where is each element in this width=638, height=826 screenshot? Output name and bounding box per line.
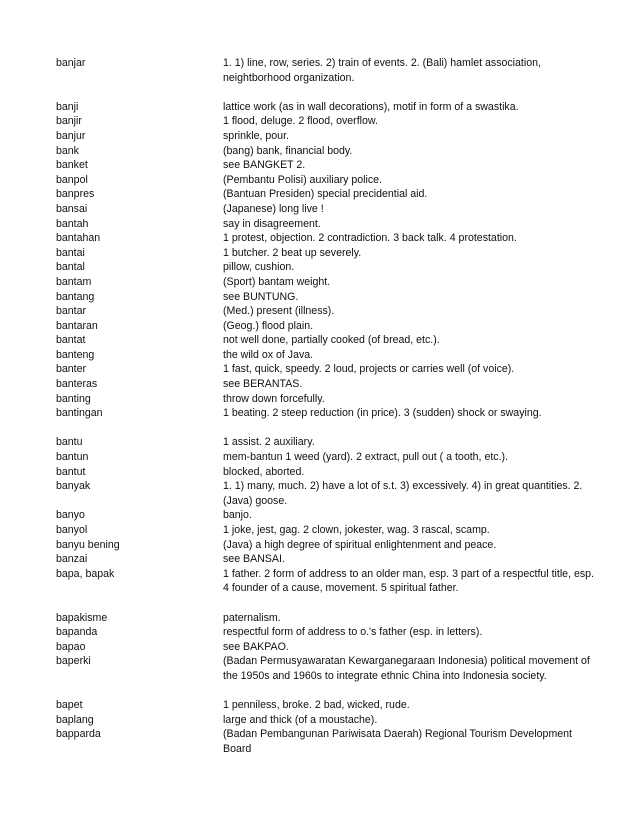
entry-definition: see BANGKET 2. <box>223 159 306 172</box>
entry-term: banpol <box>56 173 88 186</box>
entry-term: bapanda <box>56 626 98 639</box>
entry-definition: 1 beating. 2 steep reduction (in price). 3 (sudden) shock or swaying. <box>223 407 542 420</box>
dictionary-entry <box>56 260 596 275</box>
entry-term: banjur <box>56 129 86 142</box>
entry-term: baplang <box>56 713 94 726</box>
entry-definition: mem-bantun 1 weed (yard). 2 extract, pull out ( a tooth, etc.). <box>223 451 508 464</box>
dictionary-entry <box>56 333 596 348</box>
entry-term: banter <box>56 363 87 376</box>
entry-definition: banjo. <box>223 509 252 522</box>
dictionary-entry <box>56 713 596 728</box>
dictionary-entry <box>56 727 596 756</box>
dictionary-entry <box>56 144 596 159</box>
dictionary-entry <box>56 450 596 465</box>
entry-term: bansai <box>56 202 88 215</box>
entry-term: bantang <box>56 290 95 303</box>
entry-definition: (Geog.) flood plain. <box>223 319 314 332</box>
entry-term: banyu bening <box>56 538 120 551</box>
dictionary-entry <box>56 377 596 392</box>
entry-term: bantam <box>56 275 92 288</box>
entry-term: bantut <box>56 465 86 478</box>
entry-definition: lattice work (as in wall decorations), motif in form of a swastika. <box>223 100 519 113</box>
entry-definition: (Badan Permusyawaratan Kewarganegaraan Indonesia) political movement of the 1950s and 1960s to integrate ethnic China into Indonesia society. <box>223 655 590 682</box>
entry-term: bantah <box>56 217 89 230</box>
entry-term: bapet <box>56 699 83 712</box>
entry-term: banpres <box>56 188 95 201</box>
entry-term: bantar <box>56 305 87 318</box>
dictionary-entry <box>56 129 596 144</box>
dictionary-entry <box>56 173 596 188</box>
dictionary-entry <box>56 552 596 567</box>
entry-term: bantai <box>56 246 85 259</box>
entry-definition: 1 father. 2 form of address to an older man, esp. 3 part of a respectful title, esp. 4 founder of a cause, movement. 5 spiritual father. <box>223 567 594 595</box>
entry-definition: see BANSAI. <box>223 553 285 566</box>
dictionary-entry <box>56 523 596 538</box>
entry-definition: see BUNTUNG. <box>223 290 299 303</box>
dictionary-entry <box>56 348 596 363</box>
entry-definition: pillow, cushion. <box>223 261 295 274</box>
entry-definition: 1 protest, objection. 2 contradiction. 3 back talk. 4 protestation. <box>223 232 517 245</box>
entry-definition: (Med.) present (illness). <box>223 305 335 318</box>
entry-term: bantu <box>56 436 83 449</box>
dictionary-entry <box>56 698 596 713</box>
entry-definition: blocked, aborted. <box>223 465 305 478</box>
entry-definition: (Java) a high degree of spiritual enlightenment and peace. <box>223 538 497 551</box>
dictionary-entry <box>56 217 596 232</box>
dictionary-entry <box>56 202 596 217</box>
entry-term: banteng <box>56 348 95 361</box>
dictionary-entry <box>56 246 596 261</box>
entry-definition: respectful form of address to o.'s father (esp. in letters). <box>223 626 483 639</box>
dictionary-entry <box>56 290 596 305</box>
dictionary-entry <box>56 187 596 202</box>
entry-definition: paternalism. <box>223 611 281 624</box>
entry-term: banyo <box>56 509 85 522</box>
entry-term: bapakisme <box>56 611 108 624</box>
entry-term: banjar <box>56 57 86 69</box>
entry-term: banket <box>56 159 88 172</box>
entry-term: bapa, bapak <box>56 567 115 580</box>
dictionary-entry <box>56 611 596 626</box>
entry-definition: 1 fast, quick, speedy. 2 loud, projects or carries well (of voice). <box>223 363 515 376</box>
entry-term: banjir <box>56 115 82 128</box>
dictionary-entry <box>56 319 596 334</box>
entry-term: banji <box>56 100 79 113</box>
entry-definition: see BERANTAS. <box>223 378 303 391</box>
entry-term: banzai <box>56 553 88 566</box>
entry-definition: 1 flood, deluge. 2 flood, overflow. <box>223 115 378 128</box>
entry-definition: sprinkle, pour. <box>223 129 289 142</box>
entry-definition: (Sport) bantam weight. <box>223 275 331 288</box>
dictionary-entry <box>56 231 596 246</box>
entry-definition: (bang) bank, financial body. <box>223 144 353 157</box>
entry-definition: (Badan Pembangunan Pariwisata Daerah) Regional Tourism Development Board <box>223 728 573 755</box>
entry-term: banteras <box>56 378 98 391</box>
entry-term: banyol <box>56 524 88 536</box>
entry-spacer <box>56 596 596 611</box>
dictionary-entry <box>56 56 596 85</box>
entry-definition: see BAKPAO. <box>223 640 289 653</box>
dictionary-entry <box>56 158 596 173</box>
entry-definition: (Bantuan Presiden) special precidential aid. <box>223 188 428 201</box>
dictionary-entry <box>56 392 596 407</box>
dictionary-entry <box>56 640 596 655</box>
entry-term: bapao <box>56 640 86 653</box>
entry-definition: say in disagreement. <box>223 217 321 230</box>
entry-definition: 1 penniless, broke. 2 bad, wicked, rude. <box>223 699 410 712</box>
entry-definition: throw down forcefully. <box>223 392 325 405</box>
entry-term: bantaran <box>56 319 98 332</box>
dictionary-entry <box>56 465 596 480</box>
entry-term: bapparda <box>56 728 101 741</box>
entry-definition: 1. 1) line, row, series. 2) train of events. 2. (Bali) hamlet association, neightborhood organization. <box>223 57 541 84</box>
dictionary-entry <box>56 538 596 553</box>
entry-definition: 1. 1) many, much. 2) have a lot of s.t. 3) excessively. 4) in great quantities. 2. (Java) goose. <box>223 480 583 507</box>
entry-definition: (Pembantu Polisi) auxiliary police. <box>223 173 382 186</box>
dictionary-entry <box>56 100 596 115</box>
entry-term: banting <box>56 392 91 405</box>
dictionary-entry <box>56 114 596 129</box>
entry-term: bantun <box>56 451 89 464</box>
entry-definition: large and thick (of a moustache). <box>223 713 378 726</box>
dictionary-entry <box>56 567 596 596</box>
entry-term: banyak <box>56 480 91 493</box>
entry-definition: 1 butcher. 2 beat up severely. <box>223 246 362 259</box>
entry-term: baperki <box>56 655 91 668</box>
entry-definition: the wild ox of Java. <box>223 348 314 361</box>
dictionary-entry <box>56 508 596 523</box>
entry-term: bantingan <box>56 407 103 420</box>
dictionary-entry <box>56 304 596 319</box>
dictionary-page <box>56 56 596 757</box>
dictionary-entry <box>56 654 596 683</box>
dictionary-entry <box>56 406 596 421</box>
entry-spacer <box>56 85 596 100</box>
dictionary-entry <box>56 435 596 450</box>
entry-definition: 1 joke, jest, gag. 2 clown, jokester, wag. 3 rascal, scamp. <box>223 524 490 536</box>
dictionary-entry <box>56 625 596 640</box>
entry-spacer <box>56 684 596 699</box>
entry-definition: not well done, partially cooked (of bread, etc.). <box>223 334 440 347</box>
entry-term: bantahan <box>56 232 101 245</box>
entry-term: bank <box>56 144 79 157</box>
dictionary-entry <box>56 362 596 377</box>
dictionary-entry <box>56 275 596 290</box>
entry-definition: (Japanese) long live ! <box>223 202 324 215</box>
entry-term: bantal <box>56 261 85 274</box>
entry-term: bantat <box>56 334 86 347</box>
entry-spacer <box>56 421 596 436</box>
entry-definition: 1 assist. 2 auxiliary. <box>223 436 315 449</box>
dictionary-entry <box>56 479 596 508</box>
